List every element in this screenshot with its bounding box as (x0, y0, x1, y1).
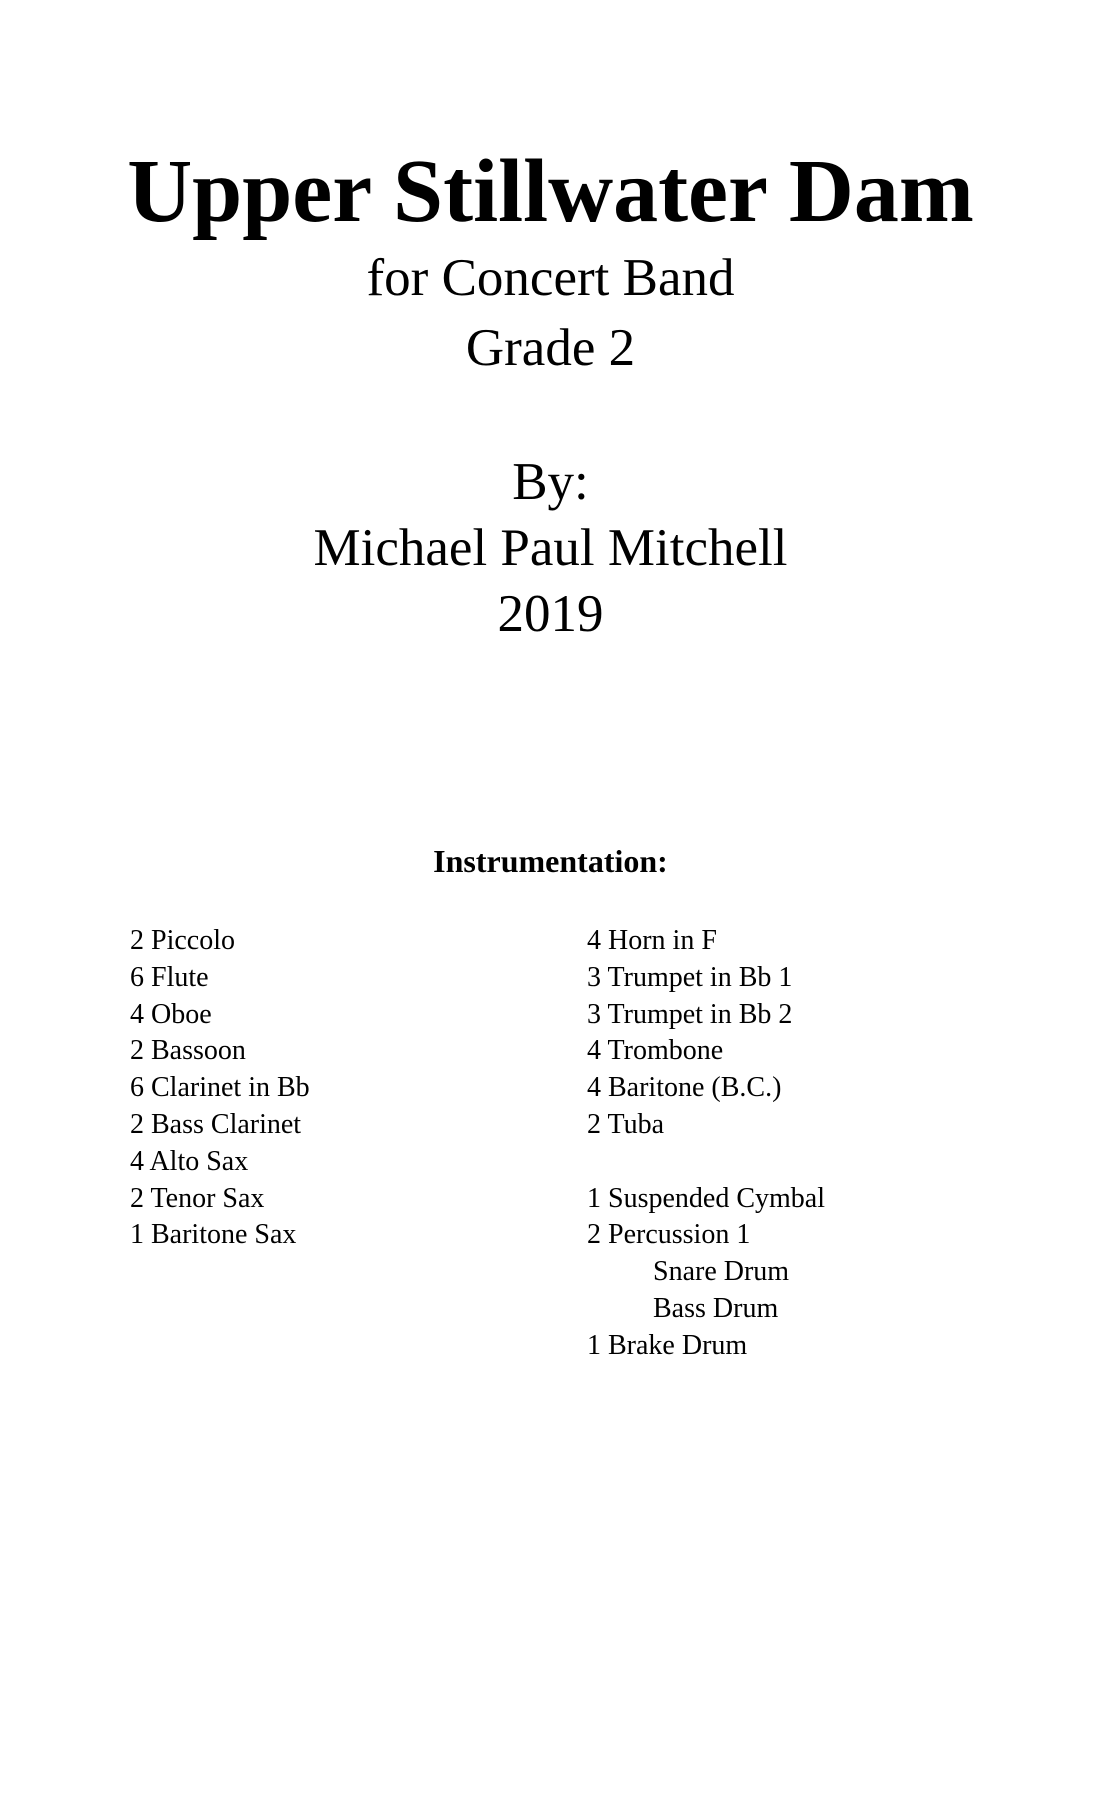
composer-name: Michael Paul Mitchell (313, 519, 788, 577)
composition-year: 2019 (497, 585, 604, 643)
instrument-item: 6 Flute (130, 961, 209, 993)
instrumentation-left-column (130, 923, 310, 1254)
instrument-item: 2 Tenor Sax (130, 1182, 265, 1214)
by-label: By: (512, 453, 589, 511)
instrument-item: 3 Trumpet in Bb 1 (587, 961, 793, 993)
instrument-subitem: Bass Drum (653, 1292, 779, 1324)
instrument-item: 2 Percussion 1 (587, 1219, 751, 1251)
instrument-subitem: Snare Drum (653, 1256, 790, 1288)
piece-title: Upper Stillwater Dam (127, 142, 974, 241)
instrument-list-spacer (587, 1144, 825, 1181)
instrument-item: 4 Oboe (130, 998, 212, 1030)
instrument-item: 2 Piccolo (130, 925, 235, 956)
ensemble-subtitle: for Concert Band (366, 249, 735, 307)
instrument-item: 4 Alto Sax (130, 1145, 249, 1177)
instrument-item: 4 Horn in F (587, 925, 717, 956)
instrument-item: 6 Clarinet in Bb (130, 1072, 310, 1104)
instrument-item: 4 Trombone (587, 1035, 724, 1067)
instrument-item: 1 Brake Drum (587, 1329, 748, 1361)
instrument-item: 1 Baritone Sax (130, 1219, 297, 1251)
grade-level: Grade 2 (465, 319, 636, 377)
instrument-item: 1 Suspended Cymbal (587, 1182, 825, 1214)
instrument-item: 4 Baritone (B.C.) (587, 1072, 782, 1104)
instrumentation-heading: Instrumentation: (433, 843, 668, 879)
instrument-item: 2 Bassoon (130, 1035, 246, 1067)
instrument-item: 2 Tuba (587, 1108, 665, 1140)
instrumentation-right-column (587, 923, 825, 1365)
instrument-item: 3 Trumpet in Bb 2 (587, 998, 793, 1030)
instrument-item: 2 Bass Clarinet (130, 1108, 302, 1140)
